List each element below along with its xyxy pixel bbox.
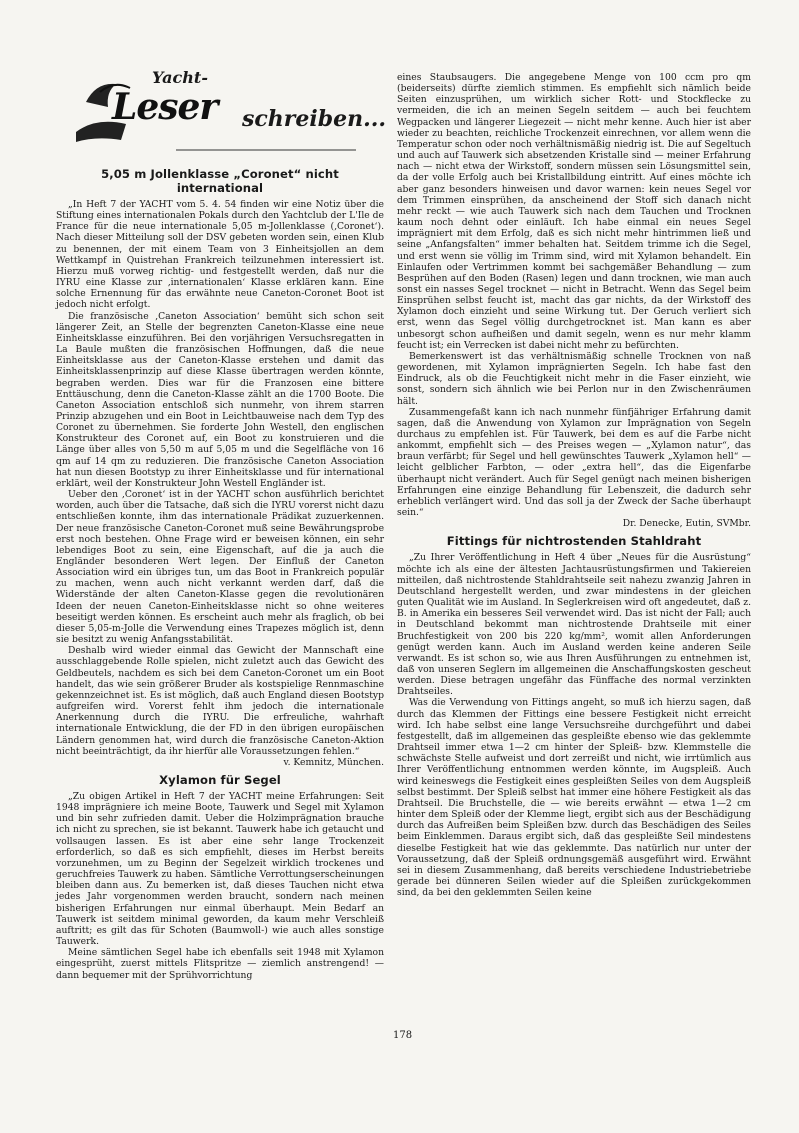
left-column bbox=[56, 62, 387, 981]
page-number: 178 bbox=[393, 1030, 413, 1041]
logo-yacht-text: Yacht- bbox=[152, 68, 208, 87]
paragraph: Was die Verwendung von Fittings angeht, so muß ich hierzu sagen, daß durch das Klemmen der Fittings eine bessere Festigkeit nicht erreicht wird. Ich habe selbst eine lange Versuchsreihe durchgeführt und dabei festgestellt, daß im allgemeinen das gespleißte ebenso wie das geklemmte Drahtseil immer etwa 1—2 cm hinter der Spleiß- bzw. Klemmstelle die schwächste Stelle aufweist und dort zerreißt und nicht, wie irrtümlich aus Ihrer Veröffentlichung entnommen werden könnte, im Augspleiß. Auch wird keineswegs die Festigkeit eines gespleißten Seiles von dem Augspleiß selbst bestimmt. Der Spleiß selbst hat immer eine höhere Festigkeit als das Drahtseil. Die Bruchstelle, die — wie bereits erwähnt — etwa 1—2 cm hinter dem Spleiß oder der Klemme liegt, ergibt sich aus der Beschädigung durch das Aufreißen beim Spleißen bzw. durch das Beschädigen des Seiles beim Einklemmen. Daraus ergibt sich, daß das gespleißte Seil mindestens dieselbe Festigkeit hat wie das geklemmte. Das natürlich nur unter der Voraussetzung, daß der Spleiß ordnungsgemäß ausgeführt wird. Erwähnt sei in diesem Zusammenhang, daß bereits verschiedene Industriebetriebe gerade bei dünneren Seilen wieder auf die Spleißen zurückgekommen sind, da bei den geklemmten Seilen keine bbox=[397, 697, 751, 899]
right-column bbox=[397, 72, 751, 898]
paragraph: Die französische ‚Caneton Association‘ bemüht sich schon seit längerer Zeit, an Stelle der begrenzten Caneton-Klasse eine neue Einheitsklasse einzuführen. Bei den vorjährigen Versuchsregatten in La Baule mußten die französischen Hoffnungen, daß die neue Einheitsklasse aus der Caneton-Klasse erstehen und damit das Einheitsklassenprinzip auf diese Klasse übertragen werden könnte, begraben werden. Dies war für die Franzosen eine bittere Enttäuschung, denn die Caneton-Klasse zählt an die 1700 Boote. Die Caneton Association entschloß sich nunmehr, von ihrem starren Prinzip abzugehen und ein Boot in Leichtbauweise nach dem Typ des Coronet zu übernehmen. Sie forderte John Westell, den englischen Konstrukteur des Coronet auf, ein Boot zu konstruieren und die Länge über alles von 5,50 m auf 5,05 m und die Segelfläche von 16 qm auf 14 qm zu reduzieren. Die französische Caneton Association hat nun diesen Bootstyp zu ihrer Einheitsklasse und für international erklärt, weil der Konstrukteur John Westell Engländer ist. bbox=[56, 310, 384, 489]
paragraph: Bemerkenswert ist das verhältnismäßig schnelle Trocknen von naß gewordenen, mit Xylamon imprägnierten Segeln. Ich habe fast den Eindruck, als ob die Feuchtigkeit nicht mehr in die Faser einzieht, wie sonst, sondern sich ähnlich wie bei Perlon nur in den Zwischenräumen hält. bbox=[397, 350, 751, 407]
paragraph: Meine sämtlichen Segel habe ich ebenfalls seit 1948 mit Xylamon eingesprüht, zuerst mittels Flitspritze — ziemlich anstrengend! — dann bequemer mit der Sprühvorrichtung bbox=[56, 947, 384, 981]
logo-schreiben-text: schreiben... bbox=[242, 106, 387, 132]
author-signature: v. Kemnitz, München. bbox=[283, 756, 384, 768]
paragraph: „Zu obigen Artikel in Heft 7 der YACHT meine Erfahrungen: Seit 1948 imprägniere ich meine Boote, Tauwerk und Segel mit Xylamon und bin sehr zufrieden damit. Ueber die Holzimprägnation brauche ich nicht zu sprechen, sie ist bekannt. Tauwerk habe ich getaucht und vollsaugen lassen. Es ist aber eine sehr lange Trockenzeit erforderlich, so daß es sich empfiehlt, dieses im Herbst bereits vorzunehmen, um zu Beginn der Segelzeit wirklich trockenes und geruchfreies Tauwerk zu haben. Sämtliche Verrottungserscheinungen bleiben dann aus. Zu bemerken ist, daß dieses Tauchen nicht etwa jedes Jahr vorgenommen werden braucht, sondern nach meinen bisherigen Erfahrungen nur einmal überhaupt. Mein Bedarf an Tauwerk ist seitdem minimal geworden, da kaum mehr Verschleiß auftritt; es gilt das für Schoten (Baumwoll-) wie auch alles sonstige Tauwerk. bbox=[56, 791, 384, 948]
article-heading-fittings: Fittings für nichtrostenden Stahldraht bbox=[446, 534, 702, 549]
article-heading-xylamon: Xylamon für Segel bbox=[159, 773, 281, 788]
paragraph: eines Staubsaugers. Die angegebene Menge von 100 ccm pro qm (beiderseits) dürfte ziemlich stimmen. Es empfiehlt sich nämlich beide Seiten einzusprühen, um wirklich sicher Rott- und Stockflecke zu vermeiden, die ich an meinen Segeln seitdem — auch bei feuchtem Wegpacken und längerer Liegezeit — nicht mehr kenne. Auch hier ist aber wieder zu beachten, reichliche Trockenzeit einrechnen, vor allem wenn die Temperatur schon oder noch verhältnismäßig niedrig ist. Die auf Segeltuch und auch auf Tauwerk sich absetzenden Kristalle sind — meiner Erfahrung nach — nicht etwa der Wirkstoff, sondern müssen sein Lösungsmittel sein, da der volle Erfolg auch bei Kristallbildung eintritt. Auf eines möchte ich aber ganz besonders hinweisen und davor warnen: kein neues Segel vor dem Trimmen einsprühen, da anscheinend der Stoff sich danach nicht mehr reckt — wie auch Tauwerk sich nach dem Tauchen und Trocknen kaum noch dehnt oder einläuft. Ich habe einmal ein neues Segel imprägniert mit dem Erfolg, daß es sich nicht mehr hintrimmen ließ und seine „Anfangsfalten“ immer behalten hat. Seitdem trimme ich die Segel, und erst wenn sie völlig im Trimm sind, wird mit Xylamon behandelt. Ein Einlaufen oder Vertrimmen kommt bei sachgemäßer Behandlung — zum Besprühen auf den Boden (Rasen) legen und dann trocknen, wie man auch sonst ein nasses Segel trocknet — nicht in Betracht. Wenn das Segel beim Einsprühen selbst feucht ist, macht das gar nichts, da der Wirkstoff des Xylamon doch einzieht und seine Wirkung tut. Der Geruch verliert sich erst, wenn das Segel völlig durchgetrocknet ist. Man kann es aber unbesorgt schon aufheißen und damit segeln, wenn es nur mehr klamm feucht ist; ein Verrecken ist dabei nicht mehr zu befürchten. bbox=[397, 72, 751, 351]
paragraph: Zusammengefaßt kann ich nach nunmehr fünfjähriger Erfahrung damit sagen, daß die Anwendung von Xylamon zur Imprägnation von Segeln durchaus zu empfehlen ist. Für Tauwerk, bei dem es auf die Farbe nicht ankommt, empfiehlt sich — des Preises wegen — „Xylamon natur“, das braun verfärbt; für Segel und hell gewünschtes Tauwerk „Xylamon hell“ — leicht gelblicher Farbton, — oder „extra hell“, das die Eigenfarbe überhaupt nicht verändert. Auch für Segel genügt nach meinen bisherigen Erfahrungen eine einzige Behandlung für Lebenszeit, die dadurch sehr erheblich verlängert wird. Und das soll ja der Zweck der Sache überhaupt sein.“ bbox=[397, 406, 751, 519]
section-logo bbox=[56, 62, 386, 162]
paragraph: Ueber den ‚Coronet‘ ist in der YACHT schon ausführlich berichtet worden, auch über die Tatsache, daß sich die IYRU vorerst nicht dazu entschließen konnte, ihm das internationale Prädikat zuzuerkennen. Der neue französische Caneton-Coronet muß seine Bewährungsprobe erst noch bestehen. Ohne Frage wird er beweisen können, ein sehr lebendiges Boot zu sein, eine Eigenschaft, auf die ja auch die Engländer besonderen Wert legen. Der Einfluß der Caneton Association wird ein übriges tun, um das Boot in Frankreich populär zu machen, wenn auch nicht verkannt werden darf, daß die Widerstände der alten Caneton-Klasse gegen die revolutionären Ideen der neuen Caneton-Einheitsklasse nicht so ohne weiteres beseitigt werden können. Es erscheint auch mehr als fraglich, ob bei dieser 5,05-m-Jolle die Verwendung eines Trapezes möglich ist, denn sie besitzt zu wenig Anfangsstabilität. bbox=[56, 489, 384, 646]
author-signature: Dr. Denecke, Eutin, SVMbr. bbox=[622, 518, 751, 530]
paragraph: „Zu Ihrer Veröffentlichung in Heft 4 über „Neues für die Ausrüstung“ möchte ich als eine der ältesten Jachtausrüstungsfirmen und Takiereien mitteilen, daß nichtrostende Stahldrahtseile seit nahezu zwanzig Jahren in Deutschland hergestellt werden, und zwar mindestens in der gleichen guten Qualität wie im Ausland. In Seglerkreisen wird oft angedeutet, daß z. B. in Amerika ein besseres Seil verwendet wird. Das ist nicht der Fall; auch in Deutschland bekommt man nichtrostende Drahtseile mit einer Bruchfestigkeit von 200 bis 220 kg/mm², womit allen Anforderungen genügt werden kann. Auch im Ausland werden keine anderen Seile verwandt. Es ist schon so, wie aus Ihren Ausführungen zu entnehmen ist, daß von unseren Seglern im allgemeinen die Anschaffungskosten gescheut werden. Diese betragen ungefähr das Fünffache des normal verzinkten Drahtseiles. bbox=[397, 552, 751, 698]
paragraph: „In Heft 7 der YACHT vom 5. 4. 54 finden wir eine Notiz über die Stiftung eines internationalen Pokals durch den Yachtclub der L'Ile de France für die neue internationale 5,05 m-Jollenklasse (‚Coronet‘). Nach dieser Mitteilung soll der DSV gebeten worden sein, einen Klub zu benennen, der mit einem Team von 3 Einheitsjollen an dem Wettkampf in Quistrehan Frankreich teilzunehmen interessiert ist. Hierzu muß vorweg richtig- und festgestellt werden, daß nur die IYRU eine Klasse zur ‚internationalen‘ Klasse erklären kann. Eine solche Ernennung für das erwähnte neue Caneton-Coronet Boot ist jedoch nicht erfolgt. bbox=[56, 199, 384, 311]
article-heading-coronet: 5,05 m Jollenklasse „Coronet“ nicht international bbox=[101, 167, 339, 195]
paragraph: Deshalb wird wieder einmal das Gewicht der Mannschaft eine ausschlaggebende Rolle spielen, nicht zuletzt auch das Gewicht des Geldbeutels, nachdem es sich bei dem Caneton-Coronet um ein Boot handelt, das wie sein größerer Bruder als kostspielige Rennmaschine gekennzeichnet ist. Es ist möglich, daß auch England diesen Bootstyp aufgreifen wird. Vorerst fehlt ihm jedoch die internationale Anerkennung durch die IYRU. Die erfreuliche, wahrhaft internationale Entwicklung, die der FD in den übrigen europäischen Ländern genommen hat, wird durch die französische Caneton-Aktion nicht beeinträchtigt, da ihr hierfür alle Voraussetzungen fehlen.“ bbox=[56, 645, 384, 757]
logo-leser-text: Leser bbox=[112, 86, 218, 128]
